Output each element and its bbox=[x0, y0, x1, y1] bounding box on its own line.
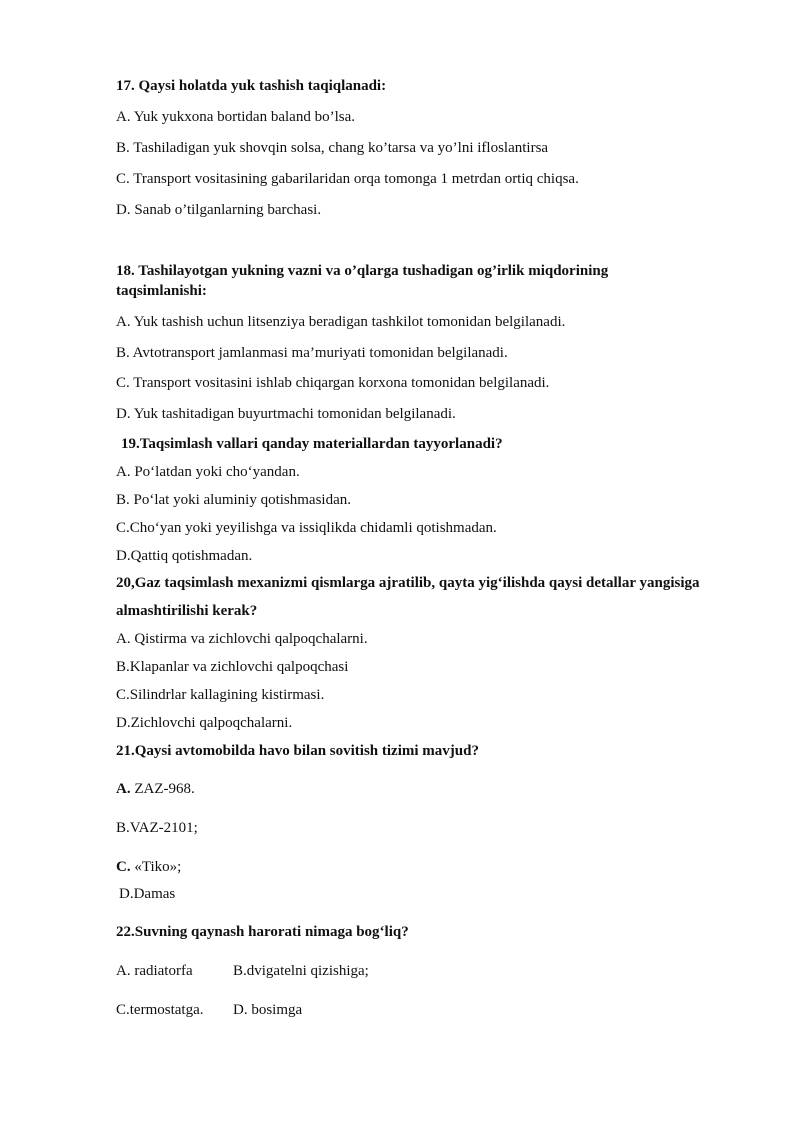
option-c-text: «Tiko»; bbox=[130, 859, 182, 875]
question-20-option-b: B.Klapanlar va zichlovchi qalpoqchasi bbox=[116, 659, 349, 675]
question-20-title-line1: 20,Gaz taqsimlash mexanizmi qismlarga ajratilib, qayta yig‘ilishda qaysi detallar yangisiga bbox=[116, 575, 700, 591]
question-19-title: 19.Taqsimlash vallari qanday materiallardan tayyorlanadi? bbox=[121, 436, 503, 452]
question-18-option-d: D. Yuk tashitadigan buyurtmachi tomonidan belgilanadi. bbox=[116, 406, 456, 422]
option-a-text: ZAZ-968. bbox=[130, 781, 195, 797]
question-20-option-d: D.Zichlovchi qalpoqchalarni. bbox=[116, 715, 293, 731]
question-22-option-c: C.termostatga. bbox=[116, 1002, 204, 1018]
question-17-title: 17. Qaysi holatda yuk tashish taqiqlanadi: bbox=[116, 78, 387, 94]
question-19-option-a: A. Po‘latdan yoki cho‘yandan. bbox=[116, 464, 300, 480]
question-18-option-c: C. Transport vositasini ishlab chiqargan korxona tomonidan belgilanadi. bbox=[116, 375, 550, 391]
question-17-option-c: C. Transport vositasining gabarilaridan orqa tomonga 1 metrdan ortiq chiqsa. bbox=[116, 171, 579, 187]
question-17-option-b: B. Tashiladigan yuk shovqin solsa, chang ko’tarsa va yo’lni ifloslantirsa bbox=[116, 140, 549, 156]
question-22-option-b: B.dvigatelni qizishiga; bbox=[233, 963, 369, 979]
question-19-option-c: C.Cho‘yan yoki yeyilishga va issiqlikda chidamli qotishmadan. bbox=[116, 520, 497, 536]
question-22-option-d: D. bosimga bbox=[233, 1002, 303, 1018]
question-21-title: 21.Qaysi avtomobilda havo bilan sovitish tizimi mavjud? bbox=[116, 743, 479, 759]
question-18-option-a: A. Yuk tashish uchun litsenziya beradigan tashkilot tomonidan belgilanadi. bbox=[116, 314, 566, 330]
question-20-title-line2: almashtirilishi kerak? bbox=[116, 603, 258, 619]
question-18-title-line2: taqsimlanishi: bbox=[116, 283, 207, 299]
question-22-title: 22.Suvning qaynash harorati nimaga bog‘liq? bbox=[116, 924, 409, 940]
question-21-option-c bbox=[116, 858, 181, 876]
option-c-label: C. bbox=[116, 859, 131, 875]
question-18-option-b: B. Avtotransport jamlanmasi ma’muriyati tomonidan belgilanadi. bbox=[116, 345, 508, 361]
question-22-option-a: A. radiatorfa bbox=[116, 963, 193, 979]
question-20-option-c: C.Silindrlar kallagining kistirmasi. bbox=[116, 687, 325, 703]
question-21-option-b: B.VAZ-2101; bbox=[116, 820, 198, 836]
option-a-label: A. bbox=[116, 781, 131, 797]
question-19-option-d: D.Qattiq qotishmadan. bbox=[116, 548, 253, 564]
question-19-option-b: B. Po‘lat yoki aluminiy qotishmasidan. bbox=[116, 492, 351, 508]
question-17-option-d: D. Sanab o’tilganlarning barchasi. bbox=[116, 202, 322, 218]
question-17-option-a: A. Yuk yukxona bortidan baland bo’lsa. bbox=[116, 109, 355, 125]
question-18-title-line1: 18. Tashilayotgan yukning vazni va o’qlarga tushadigan og’irlik miqdorining bbox=[116, 263, 609, 279]
question-21-option-d: D.Damas bbox=[119, 886, 176, 902]
question-21-option-a bbox=[116, 780, 195, 798]
question-20-option-a: A. Qistirma va zichlovchi qalpoqchalarni. bbox=[116, 631, 368, 647]
